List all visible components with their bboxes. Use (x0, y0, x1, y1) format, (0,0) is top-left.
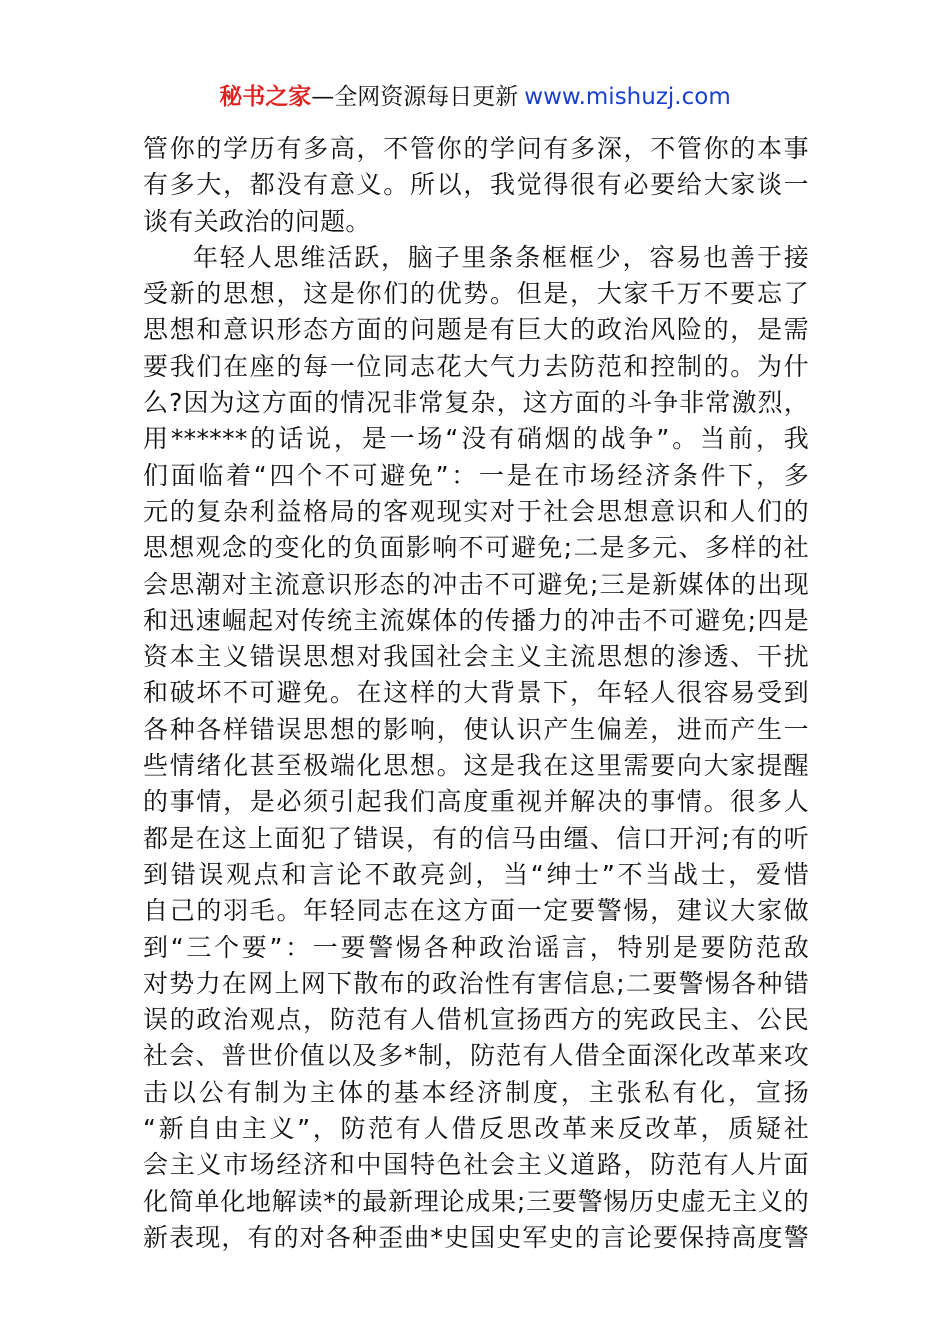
text-line: 些情绪化甚至极端化思想。这是我在这里需要向大家提醒 (143, 751, 809, 781)
document-body (143, 131, 809, 1256)
text-line: 资本主义错误思想对我国社会主义主流思想的渗透、干扰 (143, 642, 809, 672)
text-line: 自己的羽毛。年轻同志在这方面一定要警惕，建议大家做 (143, 896, 809, 926)
brand-name: 秘书之家 (219, 84, 312, 110)
text-line: 的事情，是必须引起我们高度重视并解决的事情。很多人 (143, 787, 809, 817)
text-line: 有多大，都没有意义。所以，我觉得很有必要给大家谈一 (143, 170, 809, 200)
text-line: 管你的学历有多高，不管你的学问有多深，不管你的本事 (143, 134, 809, 163)
text-line: 和破坏不可避免。在这样的大背景下，年轻人很容易受到 (143, 678, 809, 708)
site-header (0, 80, 950, 114)
text-line: 击以公有制为主体的基本经济制度，主张私有化，宣扬 (143, 1077, 809, 1107)
text-line: 各种各样错误思想的影响，使认识产生偏差，进而产生一 (143, 714, 809, 744)
text-line: 元的复杂利益格局的客观现实对于社会思想意识和人们的 (143, 496, 809, 526)
text-line: 到错误观点和言论不敢亮剑，当“绅士”不当战士，爱惜 (143, 859, 809, 889)
text-line: 用******的话说，是一场“没有硝烟的战争”。当前，我 (143, 424, 809, 454)
text-line: 思想和意识形态方面的问题是有巨大的政治风险的，是需 (143, 315, 809, 345)
text-line: 和迅速崛起对传统主流媒体的传播力的冲击不可避免;四是 (143, 605, 809, 635)
text-line: 会思潮对主流意识形态的冲击不可避免;三是新媒体的出现 (143, 569, 809, 599)
text-line: 要我们在座的每一位同志花大气力去防范和控制的。为什 (143, 351, 809, 381)
text-line: 会主义市场经济和中国特色社会主义道路，防范有人片面 (143, 1150, 809, 1180)
text-line: 化简单化地解读*的最新理论成果;三要警惕历史虚无主义的 (143, 1186, 809, 1216)
text-line: 到“三个要”：一要警惕各种政治谣言，特别是要防范敌 (143, 932, 809, 962)
text-line: 思想观念的变化的负面影响不可避免;二是多元、多样的社 (143, 533, 809, 563)
text-line: 都是在这上面犯了错误，有的信马由缰、信口开河;有的听 (143, 823, 809, 853)
header-tagline: —全网资源每日更新 (311, 84, 519, 110)
text-line: 新表现，有的对各种歪曲*史国史军史的言论要保持高度警 (143, 1222, 809, 1252)
text-line: “新自由主义”，防范有人借反思改革来反改革，质疑社 (143, 1114, 809, 1144)
text-line: 对势力在网上网下散布的政治性有害信息;二要警惕各种错 (143, 968, 809, 998)
text-line: 么?因为这方面的情况非常复杂，这方面的斗争非常激烈， (143, 388, 809, 418)
text-line: 受新的思想，这是你们的优势。但是，大家千万不要忘了 (143, 279, 809, 309)
text-line: 谈有关政治的问题。 (143, 206, 371, 236)
text-line: 误的政治观点，防范有人借机宣扬西方的宪政民主、公民 (143, 1005, 809, 1035)
text-line: 们面临着“四个不可避免”：一是在市场经济条件下，多 (143, 460, 809, 490)
site-url-link[interactable]: www.mishuzj.com (524, 84, 731, 110)
text-line: 社会、普世价值以及多*制，防范有人借全面深化改革来攻 (143, 1041, 809, 1071)
paragraph-first-line: 年轻人思维活跃，脑子里条条框框少，容易也善于接 (193, 242, 809, 272)
